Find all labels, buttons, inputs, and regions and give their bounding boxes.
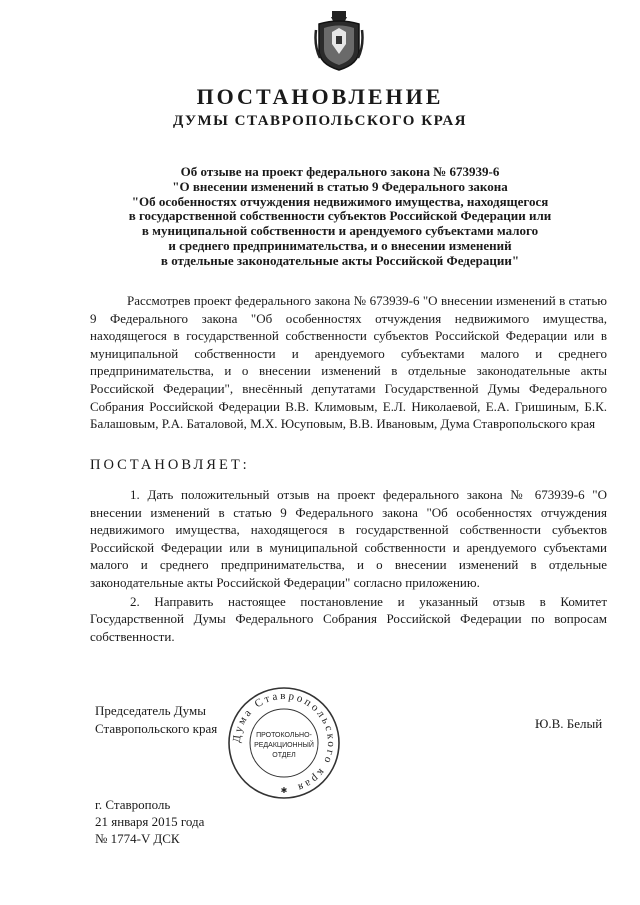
preamble-section (90, 292, 607, 433)
official-stamp (226, 685, 342, 801)
signatory-position (95, 702, 217, 738)
coat-of-arms-emblem (314, 10, 364, 72)
stamp-center-line: ОТДЕЛ (272, 752, 296, 759)
document-title: ПОСТАНОВЛЕНИЕ (196, 84, 444, 109)
heading-line: в муниципальной собственности и арендуемого субъектами малого (141, 223, 539, 239)
signatory-name: Ю.В. Белый (535, 716, 603, 731)
heading-line: в государственной собственности субъектов Российской Федерации или (128, 208, 552, 224)
city-line: г. Ставрополь (95, 797, 171, 812)
stamp-center-line: ПРОТОКОЛЬНО- (256, 732, 312, 739)
heading-line: Об отзыве на проект федерального закона № 673939-6 (180, 164, 500, 179)
stamp-center-line: РЕДАКЦИОННЫЙ (254, 742, 314, 749)
resolves-label: ПОСТАНОВЛЯЕТ: (90, 457, 250, 473)
heading-line: и среднего предпринимательства, и о внесении изменений (168, 237, 512, 253)
star-icon: ✱ (280, 786, 288, 795)
heading-line: "Об особенностях отчуждения недвижимого имущества, находящегося (131, 193, 549, 209)
heading-line: в отдельные законодательные акты Российской Федерации" (160, 252, 520, 268)
preamble-paragraph: Рассмотрев проект федерального закона № 673939-6 "О внесении изменений в статью 9 Федерального закона "Об особенностях отчуждения недвижимого имущества, находящегося в государственной собственности субъектов Российской Федерации или в муниципальной собственности и арендуемого субъектами малого и среднего предпринимательства, и о внесении изменений в отдельные законодательные акты Российской Федерации", внесённый депутатами Государственной Думы Федерального Собрания Российской Федерации В.В. Климовым, Е.Л. Николаевой, Е.А. Гришиным, Б.К. Балашовым, Р.А. Баталовой, М.Х. Юсуповым, В.В. Ивановым, Дума Ставропольского края (90, 293, 607, 432)
resolution-items (90, 486, 607, 646)
signatory-position-line: Председатель Думы (95, 703, 206, 718)
resolution-heading (60, 165, 620, 269)
document-footer (95, 796, 204, 847)
stamp-ring-text: Дума Ставропольского края (230, 689, 338, 795)
document-number: № 1774-V ДСК (95, 831, 180, 846)
signatory-position-line: Ставропольского края (95, 721, 218, 736)
document-subtitle: ДУМЫ СТАВРОПОЛЬСКОГО КРАЯ (172, 113, 467, 129)
heading-line: "О внесении изменений в статью 9 Федерального закона (172, 178, 508, 194)
resolution-item: 2. Направить настоящее постановление и указанный отзыв в Комитет Государственной Думы Федерального Собрания Российской Федерации по вопросам собственности. (90, 593, 607, 644)
resolution-item: 1. Дать положительный отзыв на проект федерального закона № 673939-6 "О внесении изменений в статью 9 Федерального закона "Об особенностях отчуждения недвижимого имущества, находящегося в государственной собственности субъектов Российской Федерации или в муниципальной собственности и арендуемого субъектами малого и среднего предпринимательства, и о внесении изменений в отдельные законодательные акты Российской Федерации" согласно приложению. (90, 487, 607, 590)
date-line: 21 января 2015 года (95, 814, 205, 829)
